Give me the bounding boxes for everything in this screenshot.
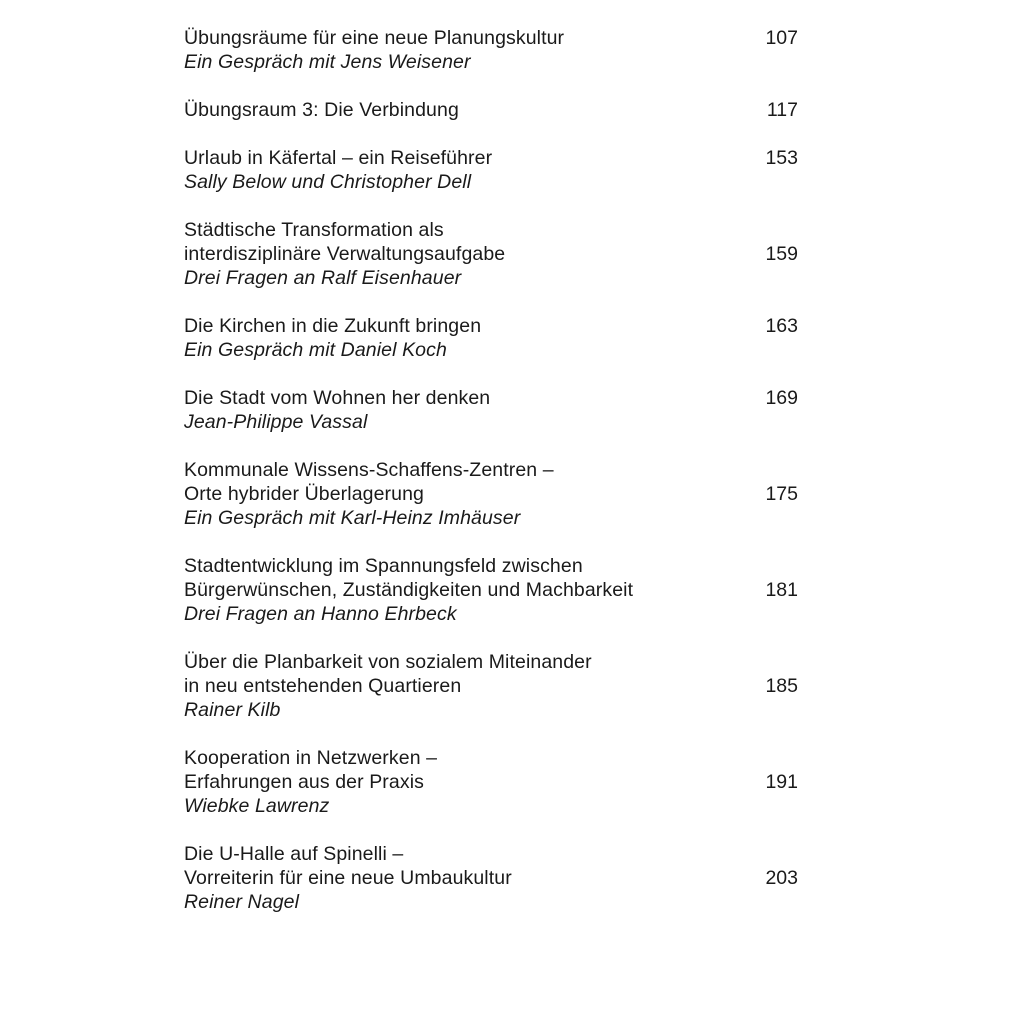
toc-entry-page-number[interactable]: 175 [765, 483, 798, 505]
toc-entry-title-line[interactable]: Bürgerwünschen, Zuständigkeiten und Machbarkeit [184, 579, 634, 601]
toc-entry-title-line[interactable]: Übungsräume für eine neue Planungskultur [184, 27, 565, 49]
toc-entry-text [184, 842, 512, 914]
toc-entry-author: Sally Below und Christopher Dell [184, 171, 472, 193]
toc-entry-page-number[interactable]: 203 [765, 867, 798, 889]
toc-entry-page-number[interactable]: 163 [765, 315, 798, 337]
toc-entry-title-line[interactable]: Stadtentwicklung im Spannungsfeld zwischen [184, 555, 583, 577]
toc-entry-title-line[interactable]: Städtische Transformation als [184, 219, 444, 241]
toc-entry-title-line[interactable]: Übungsraum 3: Die Verbindung [184, 99, 459, 121]
toc-entry[interactable] [184, 146, 798, 194]
toc-entry-text [184, 314, 481, 362]
toc-entry-title-line[interactable]: Die U-Halle auf Spinelli – [184, 843, 404, 865]
toc-entry-row [184, 218, 798, 290]
toc-entry-text [184, 218, 505, 290]
toc-entry[interactable] [184, 98, 798, 122]
toc-entry-author: Reiner Nagel [184, 891, 300, 913]
toc-entry[interactable] [184, 218, 798, 290]
toc-entry-title-line[interactable]: Über die Planbarkeit von sozialem Miteinander [184, 651, 592, 673]
toc-entry-row [184, 314, 798, 362]
toc-entry-author: Drei Fragen an Ralf Eisenhauer [184, 267, 462, 289]
toc-entry-text [184, 146, 492, 194]
toc-entry-author: Wiebke Lawrenz [184, 795, 330, 817]
toc-entry-page-number[interactable]: 185 [765, 675, 798, 697]
toc-entry-text [184, 98, 459, 122]
toc-entry-author: Drei Fragen an Hanno Ehrbeck [184, 603, 457, 625]
toc-entry-title-line[interactable]: Die Kirchen in die Zukunft bringen [184, 315, 482, 337]
toc-entry-title-line[interactable]: Kooperation in Netzwerken – [184, 747, 438, 769]
toc-entry-text [184, 650, 592, 722]
toc-entry-page-number[interactable]: 159 [765, 243, 798, 265]
toc-entry-text [184, 386, 490, 434]
toc-entry[interactable] [184, 458, 798, 530]
toc-entry[interactable] [184, 314, 798, 362]
toc-entry-page-number[interactable]: 191 [765, 771, 798, 793]
toc-entry-text [184, 26, 564, 74]
toc-entry-row [184, 98, 798, 122]
toc-entry-row [184, 746, 798, 818]
toc-entry-row [184, 26, 798, 74]
toc-entry[interactable] [184, 746, 798, 818]
toc-entry-title-line[interactable]: Kommunale Wissens-Schaffens-Zentren – [184, 459, 554, 481]
toc-entry-title-line[interactable]: in neu entstehenden Quartieren [184, 675, 462, 697]
toc-entry[interactable] [184, 386, 798, 434]
toc-entry-author: Jean-Philippe Vassal [184, 411, 368, 433]
toc-entry-page-number[interactable]: 107 [765, 27, 798, 49]
toc-entry-author: Ein Gespräch mit Daniel Koch [184, 339, 447, 361]
toc-entry[interactable] [184, 842, 798, 914]
toc-entry-text [184, 746, 437, 818]
toc-entry-text [184, 554, 633, 626]
toc-entry-page-number[interactable]: 169 [765, 387, 798, 409]
table-of-contents [184, 26, 798, 914]
toc-entry-row [184, 146, 798, 194]
toc-entry[interactable] [184, 554, 798, 626]
toc-entry-row [184, 458, 798, 530]
toc-entry-page-number[interactable]: 117 [766, 99, 798, 121]
toc-entry-row [184, 386, 798, 434]
toc-entry-row [184, 842, 798, 914]
toc-entry[interactable] [184, 26, 798, 74]
toc-entry-author: Ein Gespräch mit Karl-Heinz Imhäuser [184, 507, 521, 529]
toc-entry[interactable] [184, 650, 798, 722]
toc-entry-row [184, 650, 798, 722]
toc-entry-title-line[interactable]: Vorreiterin für eine neue Umbaukultur [184, 867, 512, 889]
toc-entry-author: Rainer Kilb [184, 699, 281, 721]
toc-entry-title-line[interactable]: interdisziplinäre Verwaltungsaufgabe [184, 243, 506, 265]
toc-entry-page-number[interactable]: 181 [765, 579, 798, 601]
toc-entry-author: Ein Gespräch mit Jens Weisener [184, 51, 471, 73]
toc-entry-title-line[interactable]: Urlaub in Käfertal – ein Reiseführer [184, 147, 493, 169]
toc-entry-page-number[interactable]: 153 [765, 147, 798, 169]
toc-entry-title-line[interactable]: Erfahrungen aus der Praxis [184, 771, 424, 793]
toc-entry-title-line[interactable]: Orte hybrider Überlagerung [184, 483, 424, 505]
toc-entry-row [184, 554, 798, 626]
toc-entry-title-line[interactable]: Die Stadt vom Wohnen her denken [184, 387, 491, 409]
toc-entry-text [184, 458, 554, 530]
